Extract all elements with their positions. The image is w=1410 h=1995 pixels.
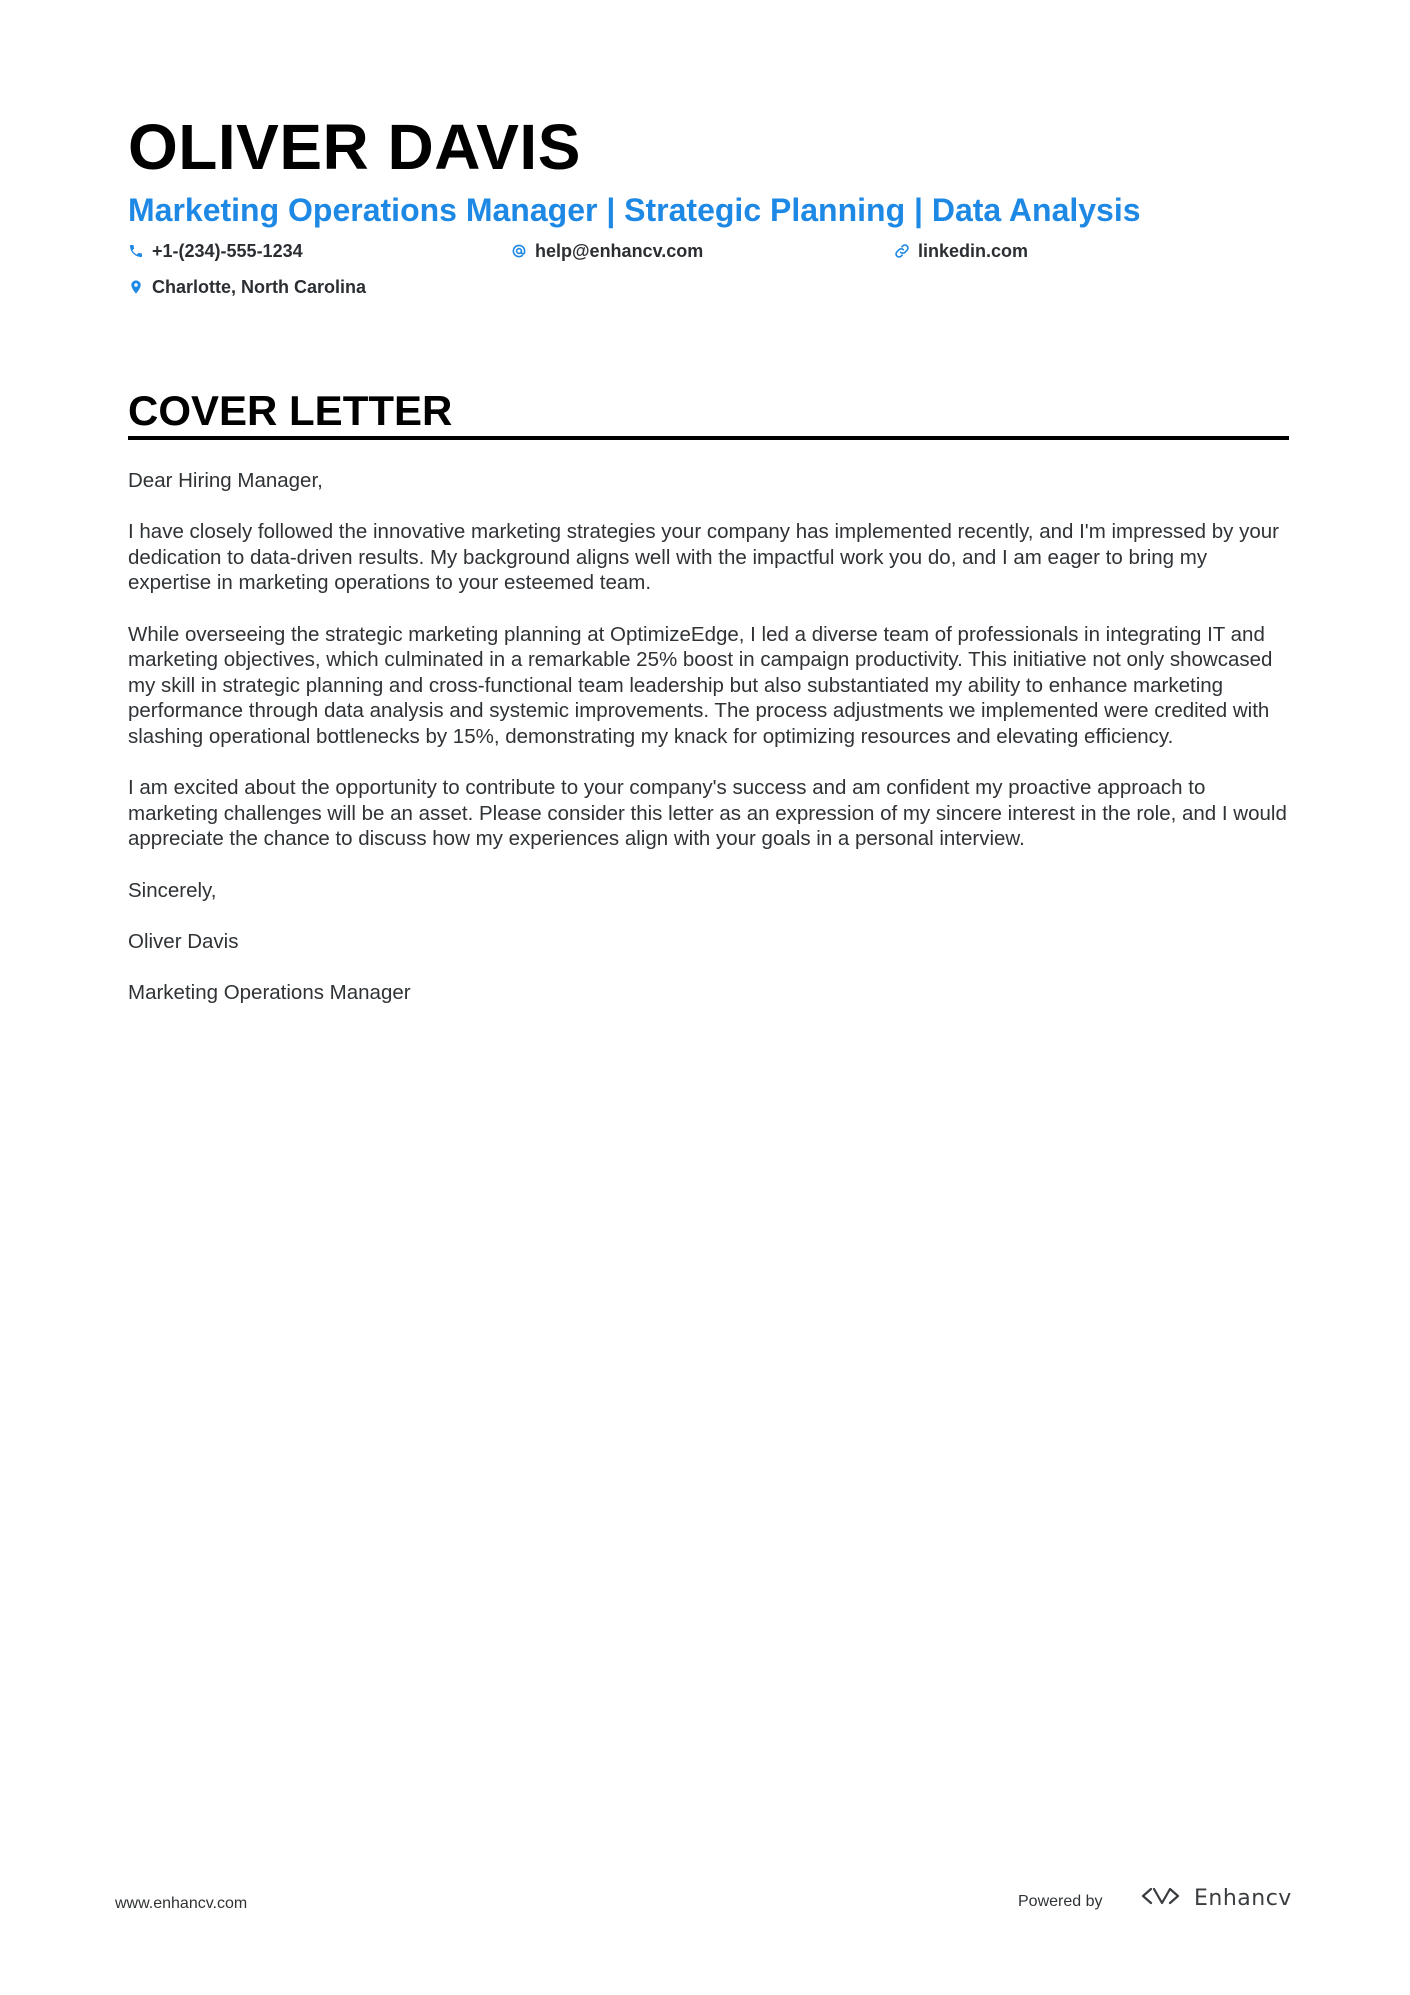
- at-sign-icon: [511, 243, 527, 259]
- letter-paragraph: I have closely followed the innovative marketing strategies your company has implemented recently, and I'm impressed by your dedication to data-driven results. My background aligns well with the impactful work you do, and I am eager to bring my expertise in marketing operations to your esteemed team.: [128, 520, 1279, 595]
- contact-email-text: help@enhancv.com: [535, 241, 704, 261]
- contact-linkedin-text: linkedin.com: [918, 241, 1029, 261]
- applicant-headline: Marketing Operations Manager | Strategic Planning | Data Analysis: [128, 192, 1141, 228]
- letter-closing: Sincerely,: [128, 878, 217, 902]
- letter-paragraph: I am excited about the opportunity to contribute to your company's success and am confident my proactive approach to marketing challenges will be an asset. Please consider this letter as an expression of my sincere interest in the role, and I would appreciate the chance to discuss how my experiences align with your goals in a personal interview.: [128, 776, 1287, 851]
- contact-location-text: Charlotte, North Carolina: [152, 277, 367, 297]
- contact-phone: [128, 239, 303, 263]
- location-pin-icon: [128, 279, 144, 295]
- applicant-name: OLIVER DAVIS: [128, 111, 581, 183]
- footer-url[interactable]: www.enhancv.com: [115, 1895, 248, 1912]
- contact-location: [128, 275, 366, 299]
- enhancv-logo-icon: [1138, 1885, 1184, 1912]
- brand-wordmark: Enhancv: [1194, 1885, 1292, 1911]
- section-divider: [128, 436, 1289, 440]
- link-icon: [894, 243, 910, 259]
- letter-paragraph: While overseeing the strategic marketing planning at OptimizeEdge, I led a diverse team of professionals in integrating IT and marketing objectives, which culminated in a remarkable 25% boost in campaign productivity. This initiative not only showcased my skill in strategic planning and cross-functional team leadership but also substantiated my ability to enhance marketing performance through data analysis and systemic improvements. The process adjustments we implemented were credited with slashing operational bottlenecks by 15%, demonstrating my knack for optimizing resources and elevating efficiency.: [128, 622, 1273, 748]
- powered-by-label: Powered by: [1018, 1893, 1103, 1910]
- contact-phone-text: +1-(234)-555-1234: [152, 241, 303, 261]
- signature-name: Oliver Davis: [128, 929, 239, 953]
- contact-email[interactable]: [511, 239, 703, 263]
- letter-salutation: Dear Hiring Manager,: [128, 469, 323, 492]
- brand-logo[interactable]: [1138, 1885, 1292, 1912]
- letter-body: [128, 468, 1293, 1031]
- contact-linkedin[interactable]: [894, 239, 1028, 263]
- signature-title: Marketing Operations Manager: [128, 980, 411, 1004]
- section-title: COVER LETTER: [128, 387, 453, 434]
- phone-icon: [128, 243, 144, 259]
